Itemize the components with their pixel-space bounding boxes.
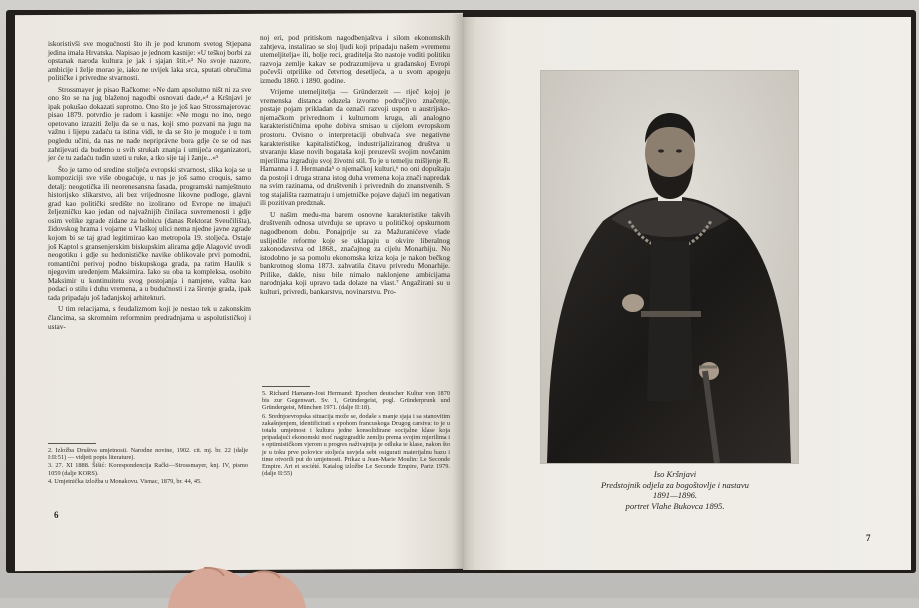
portrait-caption xyxy=(563,469,787,511)
footnotes-column-1 xyxy=(48,447,248,486)
caption-portrait-credit: portret Vlahe Bukovca 1895. xyxy=(625,500,725,511)
paragraph: Što je tamo od sredine stoljeća evropski stvarnost, slika koja se u kompoziciji sve više obogaćuje, u nas je još samo croquis, samo detalj: neogotička ili neorenesansna fasada, programski namještnuto historijsko slikarstvo, ali bez vrijednosne likovne podloge, glavni grad kao politički središte no izolirano od Evrope ne imajući željezničku kao jedan od najvažnijih činilaca suvremenosti i gdje osim velike zgrade zidane za bolnicu (danas Rektorat Sveučilišta), židovskog hrama i vojarne u Vlaškoj ulici nema njedne javne zgrade kojom bi se taj grad legitimirao kao metropola 19. stoljeća. Ostaje još Kaptol s gransenjerskim biskupskim alirama gdje Alagović uvodi neogotiku i gdje su hedonističke navike oblikovale prvi pomodni, romantični perivoj podno biskupskoga grada, pa ratim Haulik s njegovim uređenjem Maksimira. Iako su oba ta kompleksa, osobito Maksimir u kontinuitetu svog postojanja i namjene, važna kao podaci o stilu i duhu vremena, a u budućnosti i za širenje grada, ipak tada pripadaju još ladanjskoj arhitekturi. xyxy=(48,164,251,302)
paragraph: iskoristivši sve mogućnosti što ih je pod krunom svetog Stjepana jedina imala Hrvatska. Napisao je jednom kasnije: »U teškoj borbi za opstanak naroda kultura je jak i sjajan štit.«³ No svoje nazore, ambicije i želje morao je, iako ne uvijek laka srca, sputati obručima političke i privredne stvarnosti. xyxy=(48,39,251,83)
footnote-divider xyxy=(262,386,310,387)
paragraph: U našim među-ma barem osnovne karakteristike takvih društvenih odnosa utvrđuju se upravo u političkoj opskurnom nagodbenom dobu. Ponajprije su za Mažuranićeve vlade uslijedile reforme koje se uklapaju u okvire liberalnog zakonodavstva od 1868., značajnog za cijelu Monarhiju. No istodobno je sa pomolu ekonomska kriza koja je nakon bečkog bankrotnog sloma 1873. zahvatila čitavu privredu Monarhije. Prilike, dakle, nisu bile nimalo naklonjene ambicijama narodnjaka koji upravo tada dolaze na vlast.⁷ Angažirani su u kulturi, privredi, bankarstvu, novinarstvu. Pro- xyxy=(260,209,450,296)
paragraph: Strossmayer je pisao Račkome: »Ne dam apsolutno ništ ni za sve ono što se na jug blaženoj nagodbi osnovati dade,«⁴ a Kršnjavi je ipak pokušao dokazati suprotno. Ono što je još kao Strossmajerovac pisao 1879. potvrdio je radom i kasnije: »Ne mogu no ino, nego opetovano izraziti želju da se u nas, koji smo pozvani na jugu na važnu i lijepu zadaću ta istina vidi, te da se što je moguće i u tom pogledu učini, da nas ne nađe nepriprávne bora gdje će se od nas zahtijevati da budemo u svih strukah znanja i umijeća organizatori, jer će tu zadaću tuđin uzeti u ruke, a tko sije taj i žanje...«⁵ xyxy=(48,84,251,163)
footnote: 3. 27. XI 1888. Šišić: Korespondencija Rački—Strossmayer, knj. IV, pismo 1059 (dalje KORS). xyxy=(48,462,248,477)
page-number-right: 7 xyxy=(866,533,871,543)
paragraph: Vrijeme utemeljitelja — Gründerzeit — riječ kojoj je vremenska distanca oduzela izvorno područjivo značenje, postaje pojam prikladan da označi razvoji uspon u austrijsko-njemačkom privrednom i kulturnom krugu, ali analogno karakterističnima epohe dobiva smisao u cijelom evropskom prostoru. Ovisno o interpretaciji obuhvaća sve negativne karakteristike kapitalističkog, industrijaliziranog društva u stvaranju klase novih bogataša koji preuzevši svojim novčanim mjerilima izgrađuju svoj životni stil. To je u temelju mišljenje R. Hamanna i J. Hermanda⁵ o njemačkoj kulturi,⁶ no oni dopuštaju da postoji i druga strana istog duha vremena koja znači napredak na svim razinama, od društvenih i privrednih do znanstvenih. S tog stajališta razmatraju i umjetničke pojave dajući im negativan ili pozitivan predznak. xyxy=(260,87,450,208)
footnote-divider xyxy=(48,443,96,444)
footnote: 2. Izložba Društva umjetnosti. Narodne novine, 1902. cit. mj. br. 22 (dalje I:II:51) — vidjeti popis literature). xyxy=(48,447,248,462)
paragraph: noj eri, pod pritiskom nagodbenjaštva i silom ekonomskih zahtjeva, instalirao se sloj ljudi koji pripadaju našem »vremenu utemeljitelja« ili, bolje reci, graditelja što nastoje voditi politiku razvoja zemlje kakav se podrazumijeva u građanskoj Evropi počevši otprilike od četvrtog desetljeća, a u svom apogeju između 1860. i 1890. godine. xyxy=(260,33,450,85)
footnotes-column-2 xyxy=(262,390,450,478)
footnote: 6. Srednjoevropska situacija može se, dodaše s manje sjaja i sa stanovitim zakašnjenjem, identificirati s epohom francuskoga Drugog carstva: to je u totalu umjetnost i kultura jedne konsolidirane socijalne klase koja pripadajući ekonomski moć nagizgradile zemlju prema svojim mjerilima i s optimističkom vjerom u progres naživajnija je odluka te klase, nakon što je u toku prve polovice stoljeća usvjela sebi osigurati materijalnu bazu i time otvorili put do umjetnosti. Prikaz u Jean-Marie Moulin: Le Seconde Empire. Art et société. Katalog izložbe Le Seconde Empire, Pariz 1979. (dalje II:55) xyxy=(262,412,450,478)
left-column-1 xyxy=(48,40,251,334)
caption-title: Predstojnik odjela za bogoštovlje i nastavu xyxy=(601,479,749,490)
left-column-2 xyxy=(260,34,450,299)
caption-name: Iso Kršnjavi xyxy=(653,469,697,479)
portrait-illustration xyxy=(541,71,798,463)
portrait-photo xyxy=(541,71,798,463)
footnote: 5. Richard Hamann-Jost Hermand: Epochen deutscher Kultur von 1870 bis zur Gegenwart. Sv. 1, Gründergeist, pogl. Gründerprunk und Gründergeist, München 1971. (dalje II:18). xyxy=(262,390,450,412)
thumb xyxy=(160,548,310,608)
footnote: 4. Umjetnička izložba u Monakovu. Vienac, 1879, br. 44, 45. xyxy=(48,477,202,485)
caption-years: 1891—1896. xyxy=(652,490,698,500)
page-number-left: 6 xyxy=(54,510,59,520)
paragraph: U tim relacijama, s feudalizmom koji je nestao tek u zakonskim člancima, sa skromnim reformnim predradnjama u aspolutističkoj i ustav- xyxy=(48,304,251,331)
